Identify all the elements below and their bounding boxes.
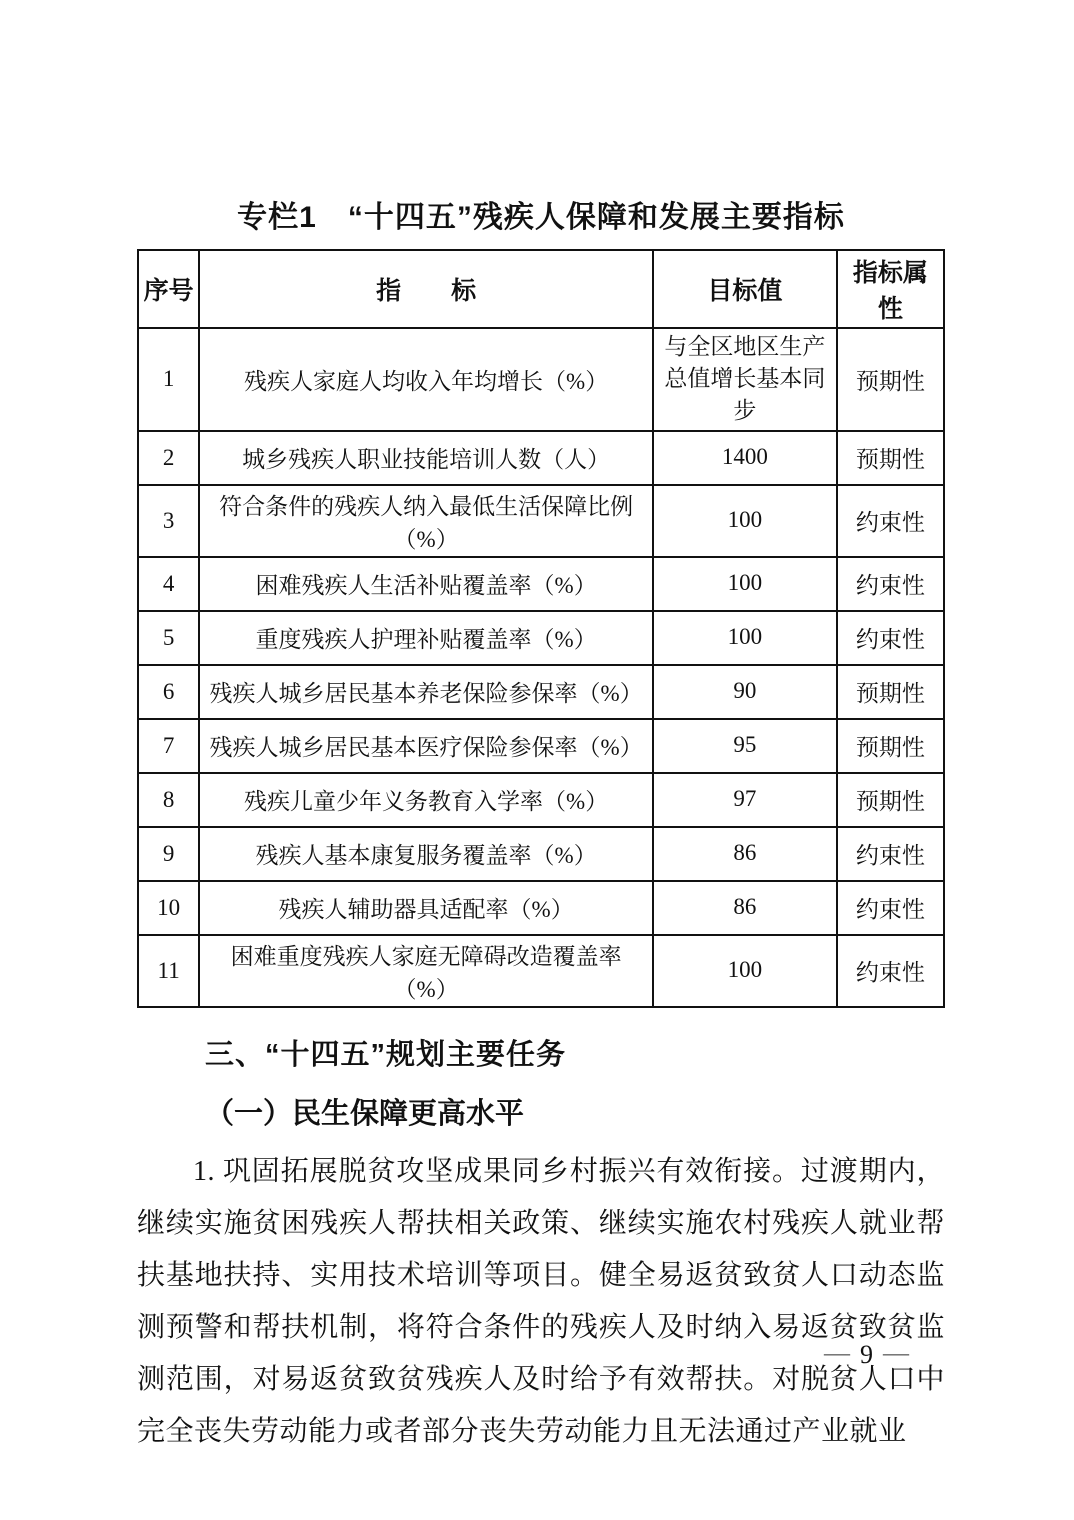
table-row [138, 827, 944, 881]
cell-attribute: 约束性 [837, 485, 944, 557]
cell-no: 5 [138, 611, 199, 665]
table-row [138, 665, 944, 719]
cell-target: 90 [653, 665, 837, 719]
cell-attribute: 预期性 [837, 719, 944, 773]
table-row [138, 881, 944, 935]
cell-indicator: 符合条件的残疾人纳入最低生活保障比例（%） [199, 485, 653, 557]
table-row [138, 485, 944, 557]
indicators-table [137, 249, 945, 1008]
table-row [138, 935, 944, 1007]
cell-no: 6 [138, 665, 199, 719]
cell-no: 7 [138, 719, 199, 773]
column-header-target: 目标值 [653, 250, 837, 328]
cell-no: 4 [138, 557, 199, 611]
cell-indicator: 残疾人城乡居民基本医疗保险参保率（%） [199, 719, 653, 773]
cell-target: 86 [653, 827, 837, 881]
cell-attribute: 预期性 [837, 328, 944, 431]
column-header-no: 序号 [138, 250, 199, 328]
body-paragraph: 1. 巩固拓展脱贫攻坚成果同乡村振兴有效衔接。过渡期内，继续实施贫困残疾人帮扶相关政策、继续实施农村残疾人就业帮扶基地扶持、实用技术培训等项目。健全易返贫致贫人口动态监测预警和帮扶机制，将符合条件的残疾人及时纳入易返贫致贫监测范围，对易返贫致贫残疾人及时给予有效帮扶。对脱贫人口中完全丧失劳动能力或者部分丧失劳动能力且无法通过产业就业 [137, 1155, 945, 1447]
cell-attribute: 预期性 [837, 665, 944, 719]
cell-no: 8 [138, 773, 199, 827]
cell-indicator: 残疾儿童少年义务教育入学率（%） [199, 773, 653, 827]
cell-indicator: 残疾人辅助器具适配率（%） [199, 881, 653, 935]
cell-indicator: 困难残疾人生活补贴覆盖率（%） [199, 557, 653, 611]
section-subheading: （一）民生保障更高水平 [205, 1097, 525, 1130]
column-header-attribute: 指标属性 [837, 250, 944, 328]
cell-target: 1400 [653, 431, 837, 485]
cell-target: 100 [653, 611, 837, 665]
column-header-indicator: 指 标 [199, 250, 653, 328]
cell-target: 100 [653, 485, 837, 557]
cell-indicator: 残疾人基本康复服务覆盖率（%） [199, 827, 653, 881]
cell-attribute: 约束性 [837, 611, 944, 665]
table-row [138, 431, 944, 485]
cell-target: 86 [653, 881, 837, 935]
cell-attribute: 预期性 [837, 773, 944, 827]
document-content [137, 192, 945, 1458]
cell-indicator: 残疾人城乡居民基本养老保险参保率（%） [199, 665, 653, 719]
cell-attribute: 约束性 [837, 557, 944, 611]
cell-target: 95 [653, 719, 837, 773]
table-row [138, 719, 944, 773]
table-row [138, 328, 944, 431]
cell-indicator: 困难重度残疾人家庭无障碍改造覆盖率（%） [199, 935, 653, 1007]
cell-indicator: 城乡残疾人职业技能培训人数（人） [199, 431, 653, 485]
cell-attribute: 约束性 [837, 827, 944, 881]
cell-no: 10 [138, 881, 199, 935]
footer-dash-right: — [883, 1338, 909, 1367]
cell-attribute: 预期性 [837, 431, 944, 485]
page-number: 9 [860, 1340, 873, 1369]
cell-target: 97 [653, 773, 837, 827]
cell-no: 2 [138, 431, 199, 485]
table-row [138, 557, 944, 611]
cell-indicator: 残疾人家庭人均收入年均增长（%） [199, 328, 653, 431]
cell-no: 11 [138, 935, 199, 1007]
cell-no: 3 [138, 485, 199, 557]
page-footer [137, 1340, 945, 1370]
cell-target: 与全区地区生产总值增长基本同步 [653, 328, 837, 431]
table-row [138, 611, 944, 665]
cell-no: 1 [138, 328, 199, 431]
cell-attribute: 约束性 [837, 881, 944, 935]
cell-target: 100 [653, 935, 837, 1007]
section-heading: 三、“十四五”规划主要任务 [205, 1038, 567, 1071]
table-title: 专栏1 “十四五”残疾人保障和发展主要指标 [237, 201, 845, 234]
cell-no: 9 [138, 827, 199, 881]
table-header-row [138, 250, 944, 328]
cell-attribute: 约束性 [837, 935, 944, 1007]
footer-dash-left: — [824, 1338, 850, 1367]
cell-indicator: 重度残疾人护理补贴覆盖率（%） [199, 611, 653, 665]
cell-target: 100 [653, 557, 837, 611]
table-row [138, 773, 944, 827]
